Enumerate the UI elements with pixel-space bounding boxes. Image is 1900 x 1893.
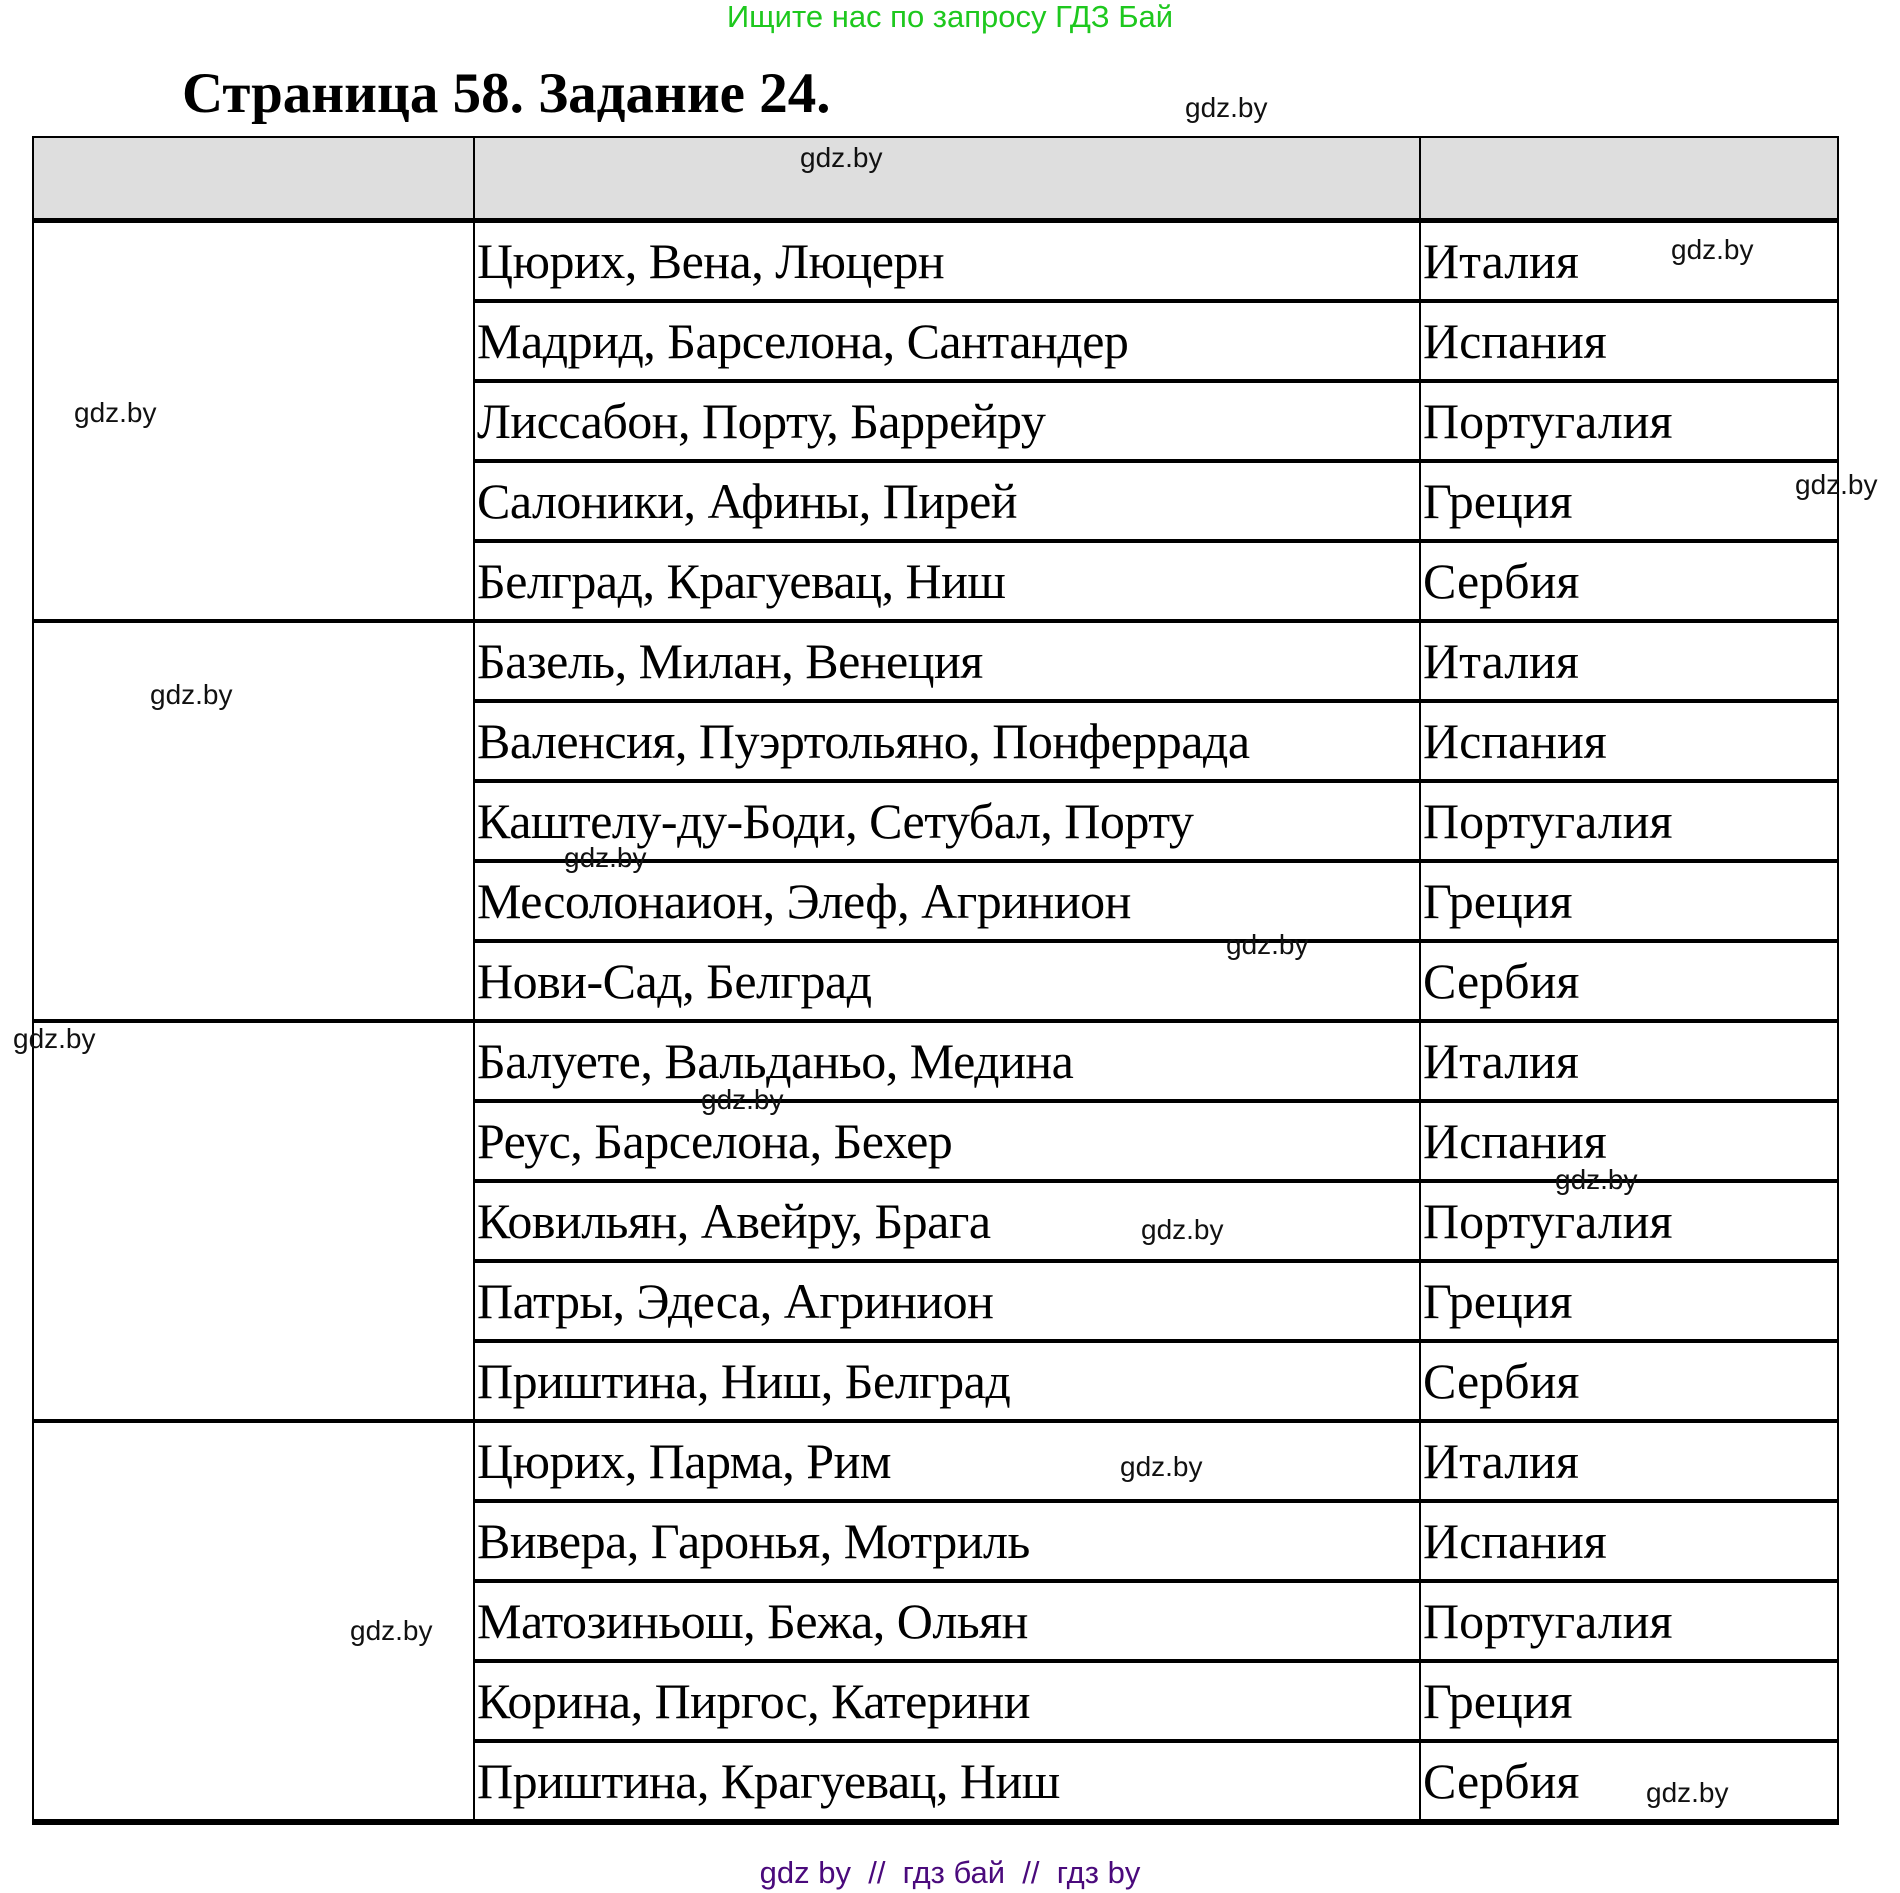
table-row: [475, 303, 1837, 383]
country-cell: Испания: [1423, 713, 1607, 769]
table-group: [34, 623, 1837, 1023]
table-row: [475, 1583, 1837, 1663]
table-group: [34, 223, 1837, 623]
cities-cell: Базель, Милан, Венеция: [475, 623, 1421, 699]
cities-cell: Приштина, Ниш, Белград: [475, 1343, 1421, 1419]
group-label: [34, 1023, 475, 1419]
table-row: [475, 463, 1837, 543]
country-cell: Греция: [1423, 1273, 1573, 1329]
country-cell: Сербия: [1423, 1353, 1580, 1409]
table-row: [475, 703, 1837, 783]
country-cell: Сербия: [1423, 953, 1580, 1009]
cities-cell: Ковильян, Авейру, Брага: [475, 1183, 1421, 1259]
table-row: [475, 943, 1837, 1019]
footer-links: gdz by // гдз бай // гдз by: [759, 1855, 1141, 1890]
country-cell: Италия: [1423, 233, 1579, 289]
table-group: [34, 1423, 1837, 1825]
header-cell-2: [475, 138, 1421, 218]
country-cell: Испания: [1423, 313, 1607, 369]
watermark: gdz.by: [701, 1084, 784, 1115]
table-group: [34, 1023, 1837, 1423]
table-row: [475, 863, 1837, 943]
watermark: gdz.by: [150, 679, 233, 710]
watermark: gdz.by: [74, 397, 157, 428]
cities-cell: Салоники, Афины, Пирей: [475, 463, 1421, 539]
country-cell: Италия: [1423, 1033, 1579, 1089]
watermark: gdz.by: [1185, 92, 1268, 123]
cities-cell: Цюрих, Вена, Люцерн: [475, 223, 1421, 299]
answer-table: [32, 136, 1839, 1825]
table-row: [475, 1263, 1837, 1343]
country-cell: Сербия: [1423, 553, 1580, 609]
country-cell: Португалия: [1423, 393, 1673, 449]
cities-cell: Реус, Барселона, Бехер: [475, 1103, 1421, 1179]
watermark: gdz.by: [1671, 234, 1754, 265]
country-cell: Италия: [1423, 633, 1579, 689]
table-row: [475, 383, 1837, 463]
country-cell: Греция: [1423, 873, 1573, 929]
header-cell-3: [1421, 138, 1837, 218]
cities-cell: Месолонаион, Элеф, Агринион: [475, 863, 1421, 939]
cities-cell: Лиссабон, Порту, Баррейру: [475, 383, 1421, 459]
watermark: gdz.by: [1226, 929, 1309, 960]
cities-cell: Корина, Пиргос, Катерини: [475, 1663, 1421, 1739]
cities-cell: Белград, Крагуевац, Ниш: [475, 543, 1421, 619]
country-cell: Греция: [1423, 1673, 1573, 1729]
cities-cell: Мадрид, Барселона, Сантандер: [475, 303, 1421, 379]
header-cell-1: [34, 138, 475, 218]
table-row: [475, 783, 1837, 863]
cities-cell: Цюрих, Парма, Рим: [475, 1423, 1421, 1499]
watermark: gdz.by: [13, 1023, 96, 1054]
country-cell: Испания: [1423, 1113, 1607, 1169]
watermark: gdz.by: [564, 842, 647, 873]
watermark: gdz.by: [1120, 1451, 1203, 1482]
search-banner: Ищите нас по запросу ГДЗ Бай: [726, 0, 1174, 34]
country-cell: Португалия: [1423, 1193, 1673, 1249]
cities-cell: Валенсия, Пуэртольяно, Понферрада: [475, 703, 1421, 779]
table-row: [475, 1343, 1837, 1419]
table-row: [475, 1663, 1837, 1743]
table-row: [475, 623, 1837, 703]
watermark: gdz.by: [1795, 469, 1878, 500]
country-cell: Италия: [1423, 1433, 1579, 1489]
table-row: [475, 1023, 1837, 1103]
table-row: [475, 223, 1837, 303]
country-cell: Португалия: [1423, 793, 1673, 849]
country-cell: Португалия: [1423, 1593, 1673, 1649]
watermark: gdz.by: [1555, 1164, 1638, 1195]
country-cell: Испания: [1423, 1513, 1607, 1569]
table-row: [475, 1743, 1837, 1819]
country-cell: Сербия: [1423, 1753, 1580, 1809]
watermark: gdz.by: [1646, 1777, 1729, 1808]
page-title: Страница 58. Задание 24.: [182, 62, 831, 125]
watermark: gdz.by: [350, 1615, 433, 1646]
table-header: [34, 138, 1837, 223]
cities-cell: Вивера, Гаронья, Мотриль: [475, 1503, 1421, 1579]
cities-cell: Матозиньош, Бежа, Ольян: [475, 1583, 1421, 1659]
watermark: gdz.by: [800, 142, 883, 173]
cities-cell: Патры, Эдеса, Агринион: [475, 1263, 1421, 1339]
cities-cell: Балуете, Вальданьо, Медина: [475, 1023, 1421, 1099]
table-row: [475, 543, 1837, 619]
country-cell: Греция: [1423, 473, 1573, 529]
watermark: gdz.by: [1141, 1214, 1224, 1245]
cities-cell: Каштелу-ду-Боди, Сетубал, Порту: [475, 783, 1421, 859]
group-label: [34, 623, 475, 1019]
cities-cell: Приштина, Крагуевац, Ниш: [475, 1743, 1421, 1819]
cities-cell: Нови-Сад, Белград: [475, 943, 1421, 1019]
table-row: [475, 1503, 1837, 1583]
